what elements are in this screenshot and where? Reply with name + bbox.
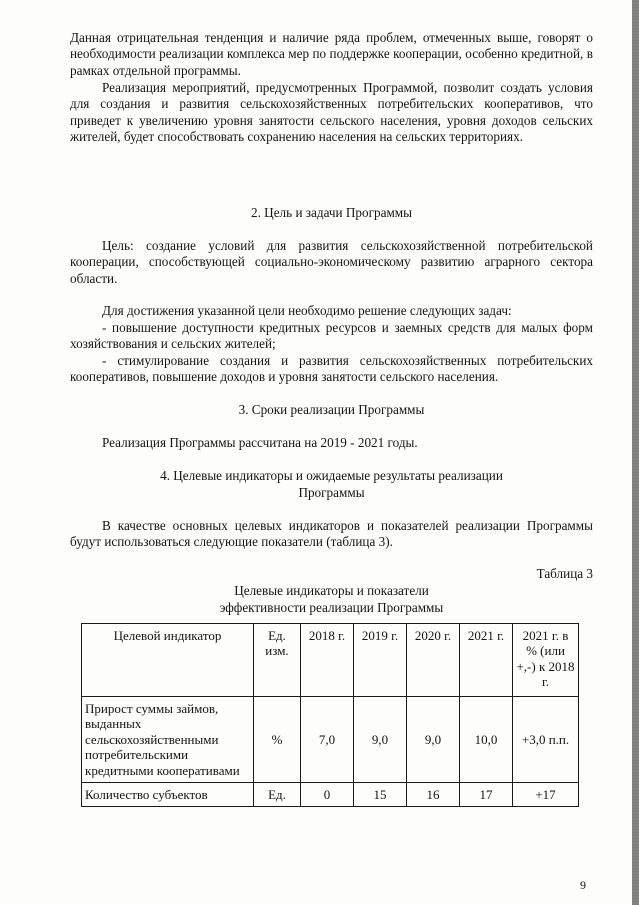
value-2021: 17 [460,783,513,807]
table-row [82,697,579,783]
header-2019: 2019 г. [354,624,407,697]
header-change: 2021 г. в % (или +,-) к 2018 г. [513,624,579,697]
value-change: +17 [513,783,579,807]
header-unit: Ед. изм. [254,624,301,697]
indicator-unit: Ед. [254,783,301,807]
value-2018: 0 [301,783,354,807]
header-2021: 2021 г. [460,624,513,697]
goal-paragraph: Цель: создание условий для развития сельскохозяйственной потребительской кооперации, способствующей социально-экономическому развитию аграрного сектора области. [70,238,593,286]
indicator-name: Количество субъектов [82,783,254,807]
section-3-heading: 3. Сроки реализации Программы [238,402,425,417]
header-2018: 2018 г. [301,624,354,697]
table-label: Таблица 3 [536,566,593,581]
header-indicator: Целевой индикатор [82,624,254,697]
table-title-line-2: эффективности реализации Программы [219,600,444,615]
indicator-name: Прирост суммы займов, выданных сельскохозяйственными потребительскими кредитными кооперативами [82,697,254,783]
table-title-line-1: Целевые индикаторы и показатели [234,583,429,598]
value-2020: 9,0 [407,697,460,783]
value-2020: 16 [407,783,460,807]
page-number: 9 [580,878,586,892]
value-2019: 15 [354,783,407,807]
task-2: - стимулирование создания и развития сельскохозяйственных потребительских кооперативов, повышение доходов и уровня занятости сельского населения. [70,353,593,385]
section-4-heading-line-1: 4. Целевые индикаторы и ожидаемые результаты реализации [160,468,503,483]
task-1: - повышение доступности кредитных ресурсов и заемных средств для малых форм хозяйствования и сельских жителей; [70,320,593,352]
header-2020: 2020 г. [407,624,460,697]
section-4-heading-line-2: Программы [298,485,365,500]
tasks-intro: Для достижения указанной цели необходимо решение следующих задач: [102,303,512,318]
intro-paragraph-1: Данная отрицательная тенденция и наличие ряда проблем, отмеченных выше, говорят о необходимости реализации комплекса мер по поддержке кооперации, особенно кредитной, в рамках отдельной программы. [70,30,593,78]
section-2-heading: 2. Цель и задачи Программы [250,205,412,220]
value-2018: 7,0 [301,697,354,783]
terms-paragraph: Реализация Программы рассчитана на 2019 - 2021 годы. [102,435,418,450]
value-2019: 9,0 [354,697,407,783]
table-header-row [82,624,579,697]
indicator-unit: % [254,697,301,783]
table-row [82,783,579,807]
indicators-paragraph: В качестве основных целевых индикаторов и показателей реализации Программы будут использоваться следующие показатели (таблица 3). [70,518,593,550]
value-2021: 10,0 [460,697,513,783]
intro-paragraph-2: Реализация мероприятий, предусмотренных Программой, позволит создать условия для создания и развития сельскохозяйственных потребительских кооперативов, что приведет к увеличению уровня занятости сельского населения, уровня доходов сельских жителей, будет способствовать сохранению населения на сельских территориях. [70,80,593,145]
indicators-table [81,623,579,807]
scan-edge-artifact [632,0,639,905]
value-change: +3,0 п.п. [513,697,579,783]
